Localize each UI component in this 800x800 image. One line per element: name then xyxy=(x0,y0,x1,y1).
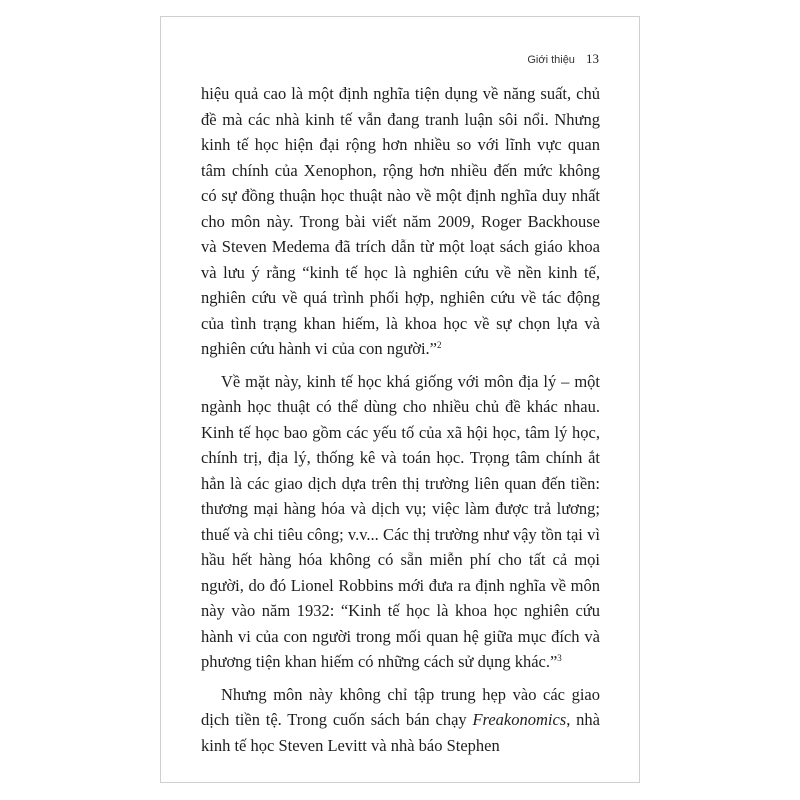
paragraph-3 xyxy=(201,682,600,759)
footnote-ref-3: 3 xyxy=(557,653,562,663)
paragraph-1 xyxy=(201,81,600,362)
section-title: Giới thiệu xyxy=(527,54,575,66)
page-number: 13 xyxy=(586,51,599,66)
paragraph-3-text-before: Nhưng môn này không chỉ tập trung hẹp vào các giao dịch tiền tệ. Trong cuốn sách bán chạy xyxy=(201,684,600,729)
paragraph-1-text: hiệu quả cao là một định nghĩa tiện dụng về năng suất, chủ đề mà các nhà kinh tế vẫn đang tranh luận sôi nổi. Nhưng kinh tế học hiện đại rộng hơn nhiều so với lĩnh vực quan tâm chính của Xenophon, rộng hơn nhiều đến mức không có sự đồng thuận học thuật nào về một định nghĩa duy nhất cho môn này. Trong bài viết năm 2009, Roger Backhouse và Steven Medema đã trích dẫn từ một loạt sách giáo khoa và lưu ý rằng “kinh tế học là nghiên cứu về nền kinh tế, nghiên cứu về quá trình phối hợp, nghiên cứu về tác động của tình trạng khan hiếm, là khoa học về sự chọn lựa và nghiên cứu hành vi của con người.” xyxy=(201,84,600,358)
footnote-ref-2: 2 xyxy=(437,340,442,350)
running-header xyxy=(527,51,599,67)
book-page xyxy=(160,16,640,783)
body-text xyxy=(201,81,600,765)
paragraph-3-text-after: , nhà kinh tế học Steven Levitt và nhà báo Stephen xyxy=(201,710,600,755)
book-title-freakonomics: Freakonomics xyxy=(472,710,567,729)
paragraph-2 xyxy=(201,369,600,675)
paragraph-2-text: Về mặt này, kinh tế học khá giống với môn địa lý – một ngành học thuật có thể dùng cho nhiều chủ đề khác nhau. Kinh tế học bao gồm các yếu tố của xã hội học, tâm lý học, chính trị, địa lý, thống kê và toán học. Trọng tâm chính ắt hẳn là các giao dịch dựa trên thị trường liên quan đến tiền: thương mại hàng hóa và dịch vụ; việc làm được trả lương; thuế và chi tiêu công; v.v... Các thị trường như vậy tồn tại vì hầu hết hàng hóa không có sẵn miễn phí cho tất cả mọi người, do đó Lionel Robbins mới đưa ra định nghĩa về môn này vào năm 1932: “Kinh tế học là khoa học nghiên cứu hành vi của con người trong mối quan hệ giữa mục đích và phương tiện khan hiếm có những cách sử dụng khác.” xyxy=(201,371,600,671)
